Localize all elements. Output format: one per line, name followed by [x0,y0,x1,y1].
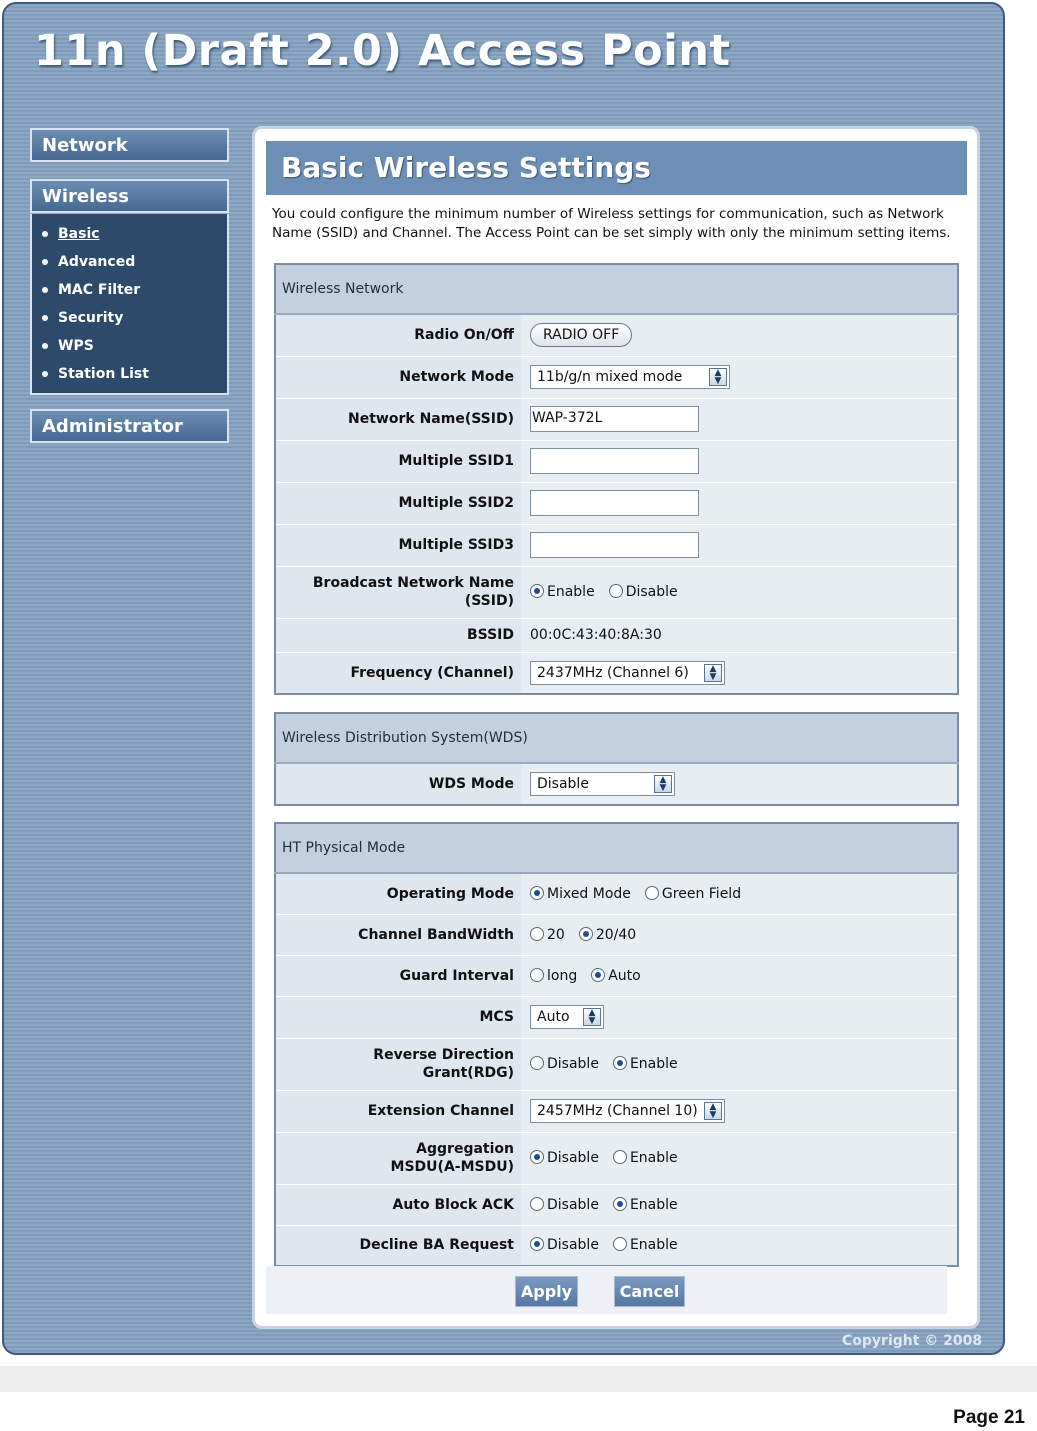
wireless-submenu [30,214,229,395]
radio-selected-icon[interactable] [530,1237,544,1251]
amsdu-disable-option[interactable]: Disable [530,1150,599,1166]
page-title: Basic Wireless Settings [281,151,651,184]
submenu-basic[interactable]: Basic [42,224,227,252]
extension-channel-label: Extension Channel [275,1090,521,1132]
rdg-disable-option[interactable]: Disable [530,1056,599,1072]
mssid3-label: Multiple SSID3 [275,524,521,566]
auto-block-ack-label: Auto Block ACK [275,1184,521,1225]
wireless-network-section [274,263,959,695]
section-heading: Wireless Network [275,264,958,314]
radio-icon[interactable] [609,584,623,598]
radio-selected-icon[interactable] [591,968,605,982]
radio-icon[interactable] [530,1197,544,1211]
mssid2-label: Multiple SSID2 [275,482,521,524]
bullet-icon [42,371,48,377]
app-title: 11n (Draft 2.0) Access Point [34,26,731,76]
ht-physical-mode-section [274,822,959,1267]
broadcast-label: Broadcast Network Name (SSID) [275,566,521,618]
amsdu-enable-option[interactable]: Enable [613,1150,678,1166]
bullet-icon [42,287,48,293]
network-mode-select[interactable]: 11b/g/n mixed mode ▲ ▼ [530,365,730,389]
radio-label: Radio On/Off [275,314,521,356]
bullet-icon [42,231,48,237]
nav-wireless[interactable]: Wireless [30,179,229,213]
wds-mode-label: WDS Mode [275,763,521,805]
bssid-value: 00:0C:43:40:8A:30 [521,618,958,652]
ssid-input[interactable]: WAP-372L [530,406,699,432]
submenu-wps[interactable]: WPS [42,336,227,364]
extension-channel-select[interactable]: 2457MHz (Channel 10) ▲ ▼ [530,1099,725,1123]
copyright: Copyright © 2008 [842,1333,983,1349]
radio-selected-icon[interactable] [579,927,593,941]
select-arrow-icon: ▲ ▼ [583,1008,601,1026]
rdg-enable-option[interactable]: Enable [613,1056,678,1072]
opmode-mixed-option[interactable]: Mixed Mode [530,886,631,902]
action-bar [266,1266,947,1314]
submenu-mac-filter[interactable]: MAC Filter [42,280,227,308]
radio-selected-icon[interactable] [530,584,544,598]
bssid-label: BSSID [275,618,521,652]
submenu-security[interactable]: Security [42,308,227,336]
bw-20-option[interactable]: 20 [530,927,565,943]
mcs-select[interactable]: Auto ▲ ▼ [530,1005,604,1029]
mcs-label: MCS [275,996,521,1038]
autoba-disable-option[interactable]: Disable [530,1197,599,1213]
radio-selected-icon[interactable] [530,886,544,900]
radio-selected-icon[interactable] [530,1150,544,1164]
bullet-icon [42,259,48,265]
frequency-label: Frequency (Channel) [275,652,521,694]
mssid1-input[interactable] [530,448,699,474]
bandwidth-label: Channel BandWidth [275,914,521,955]
select-arrow-icon: ▲ ▼ [709,368,727,386]
select-arrow-icon: ▲ ▼ [704,664,722,682]
select-arrow-icon: ▲ ▼ [704,1102,722,1120]
document-footer-band [0,1366,1037,1392]
mssid2-input[interactable] [530,490,699,516]
mssid3-input[interactable] [530,532,699,558]
radio-icon[interactable] [645,886,659,900]
radio-icon[interactable] [530,1056,544,1070]
declineba-disable-option[interactable]: Disable [530,1237,599,1253]
wds-section [274,712,959,806]
frequency-select[interactable]: 2437MHz (Channel 6) ▲ ▼ [530,661,725,685]
amsdu-label: Aggregation MSDU(A-MSDU) [275,1132,521,1184]
submenu-advanced[interactable]: Advanced [42,252,227,280]
section-heading: Wireless Distribution System(WDS) [275,713,958,763]
nav-network[interactable]: Network [30,128,229,162]
radio-icon[interactable] [613,1150,627,1164]
rdg-label: Reverse Direction Grant(RDG) [275,1038,521,1090]
select-arrow-icon: ▲ ▼ [654,775,672,793]
ssid-label: Network Name(SSID) [275,398,521,440]
operating-mode-label: Operating Mode [275,873,521,914]
page-intro: You could configure the minimum number of Wireless settings for communication, such as Network Name (SSID) and Channel. The Access Point can be set simply with only the minimum setting items. [272,206,951,241]
declineba-enable-option[interactable]: Enable [613,1237,678,1253]
autoba-enable-option[interactable]: Enable [613,1197,678,1213]
page-number: Page 21 [953,1407,1025,1428]
bw-2040-option[interactable]: 20/40 [579,927,636,943]
network-mode-label: Network Mode [275,356,521,398]
apply-button[interactable]: Apply [515,1276,578,1307]
bullet-icon [42,315,48,321]
nav-administrator[interactable]: Administrator [30,409,229,443]
page-title-bar [266,141,967,195]
section-heading: HT Physical Mode [275,823,958,873]
cancel-button[interactable]: Cancel [614,1276,685,1307]
radio-icon[interactable] [530,968,544,982]
broadcast-disable-option[interactable]: Disable [609,584,678,600]
radio-selected-icon[interactable] [613,1056,627,1070]
gi-auto-option[interactable]: Auto [591,968,641,984]
mssid1-label: Multiple SSID1 [275,440,521,482]
guard-interval-label: Guard Interval [275,955,521,996]
radio-icon[interactable] [613,1237,627,1251]
broadcast-enable-option[interactable]: Enable [530,584,595,600]
radio-icon[interactable] [530,927,544,941]
gi-long-option[interactable]: long [530,968,577,984]
radio-off-button[interactable]: RADIO OFF [530,323,632,347]
bullet-icon [42,343,48,349]
opmode-green-option[interactable]: Green Field [645,886,741,902]
submenu-station-list[interactable]: Station List [42,364,227,392]
decline-ba-label: Decline BA Request [275,1225,521,1266]
radio-selected-icon[interactable] [613,1197,627,1211]
wds-mode-select[interactable]: Disable ▲ ▼ [530,772,675,796]
